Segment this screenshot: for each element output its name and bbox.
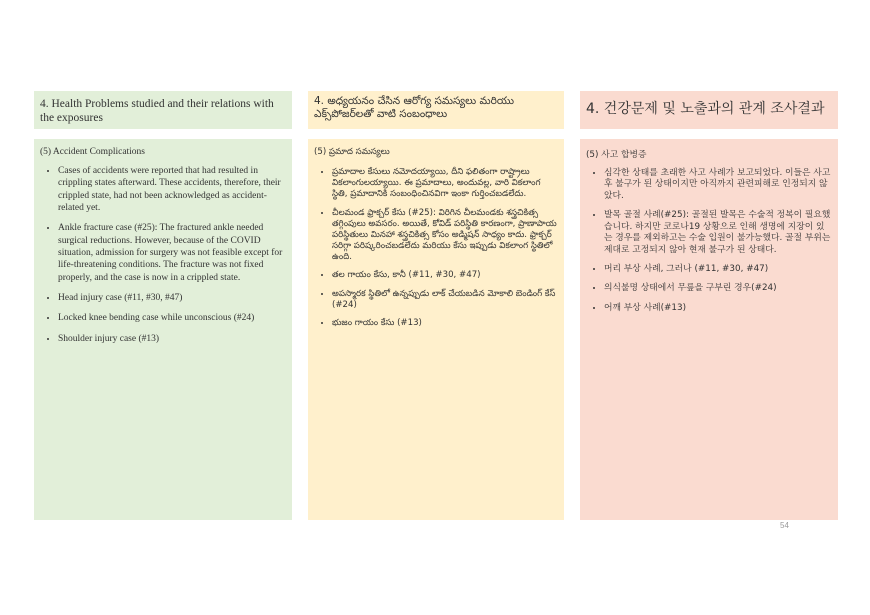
korean-subtitle: (5) 사고 합병증: [586, 150, 647, 160]
list-item: • 어깨 부상 사례(#13): [604, 303, 832, 314]
english-subtitle: (5) Accident Complications: [40, 147, 146, 157]
list-item: • 머리 부상 사례, 그러나 (#11, #30, #47): [604, 264, 832, 275]
telugu-list: [314, 167, 558, 329]
list-item: • 발목 골절 사례(#25): 골절된 발목은 수술적 정복이 필요했습니다. 하지만 코로나19 상황으로 인해 생명에 지장이 있는 경우를 제외하고는 수술 입원이 불가능했다. 골절 부위는 제대로 고정되지 않아 현재 불구가 된 상태다.: [604, 210, 832, 256]
page-number: 54: [780, 521, 789, 530]
english-header: [34, 91, 292, 129]
list-item: • ప్రమాదాల కేసులు నమోదయ్యాయి, దీని ఫలితంగా రాష్ట్రాలు వికలాంగులయ్యాయి. ఈ ప్రమాదాలు, అందువల్ల, వారి వికలాంగ స్థితి, ప్రమాదానికి సంబంధించినవిగా ఇంకా గుర్తించబడలేదు.: [332, 167, 558, 201]
list-item: • భుజం గాయం కేసు (#13): [332, 318, 558, 329]
korean-body: [580, 139, 838, 520]
list-item: • Ankle fracture case (#25): The fractured ankle needed surgical reductions. However, because of the COVID situation, admission for surgery was not feasible except for life-threatening conditions. The fracture was not fixed properly, and the case is now in a crippled state.: [58, 222, 286, 284]
english-header-text: 4. Health Problems studied and their relations with the exposures: [40, 98, 274, 125]
list-item: • Shoulder injury case (#13): [58, 333, 286, 345]
list-item: • Head injury case (#11, #30, #47): [58, 292, 286, 304]
english-body: [34, 139, 292, 520]
list-item: • 심각한 상태를 초래한 사고 사례가 보고되었다. 이들은 사고 후 불구가 된 상태이지만 아직까지 관련피해로 인정되지 않았다.: [604, 168, 832, 202]
telugu-body: [308, 139, 564, 520]
korean-list: [586, 168, 832, 314]
telugu-header-text: 4. అధ్యయనం చేసిన ఆరోగ్య సమస్యలు మరియు ఎక్స్‌పోజర్‌లతో వాటి సంబంధాలు: [314, 95, 514, 121]
korean-header: [580, 91, 838, 129]
korean-header-text: 4. 건강문제 및 노출과의 관계 조사결과: [586, 101, 825, 118]
list-item: • అపస్మారక స్థితిలో ఉన్నప్పుడు లాక్ చేయబడిన మోకాలి బెండింగ్ కేస్ (#24): [332, 289, 558, 311]
list-item: • చీలమండ ఫ్రాక్చర్ కేసు (#25): విరిగిన చీలమండకు శస్త్రచికిత్స తగ్గింపులు అవసరం. అయితే, కోవిడ్ పరిస్థితి కారణంగా, ప్రాణాపాయ పరిస్థితులు మినహా శస్త్రచికిత్స కోసం అడ్మిషన్ సాధ్యం కాదు. ఫ్రాక్చర్ సరిగ్గా పరిష్కరించబడలేదు మరియు కేసు ఇప్పుడు వికలాంగ స్థితిలో ఉంది.: [332, 208, 558, 264]
english-list: [40, 165, 286, 345]
list-item: • తల గాయం కేసు, కానీ (#11, #30, #47): [332, 270, 558, 281]
telugu-header: [308, 91, 564, 129]
telugu-subtitle: (5) ప్రమాద సమస్యలు: [314, 147, 390, 157]
list-item: • Cases of accidents were reported that had resulted in crippling states afterward. These accidents, therefore, their crippled state, had not been acknowledged as accident-related yet.: [58, 165, 286, 214]
list-item: • Locked knee bending case while unconscious (#24): [58, 312, 286, 324]
list-item: • 의식불명 상태에서 무릎을 구부린 경우(#24): [604, 283, 832, 294]
